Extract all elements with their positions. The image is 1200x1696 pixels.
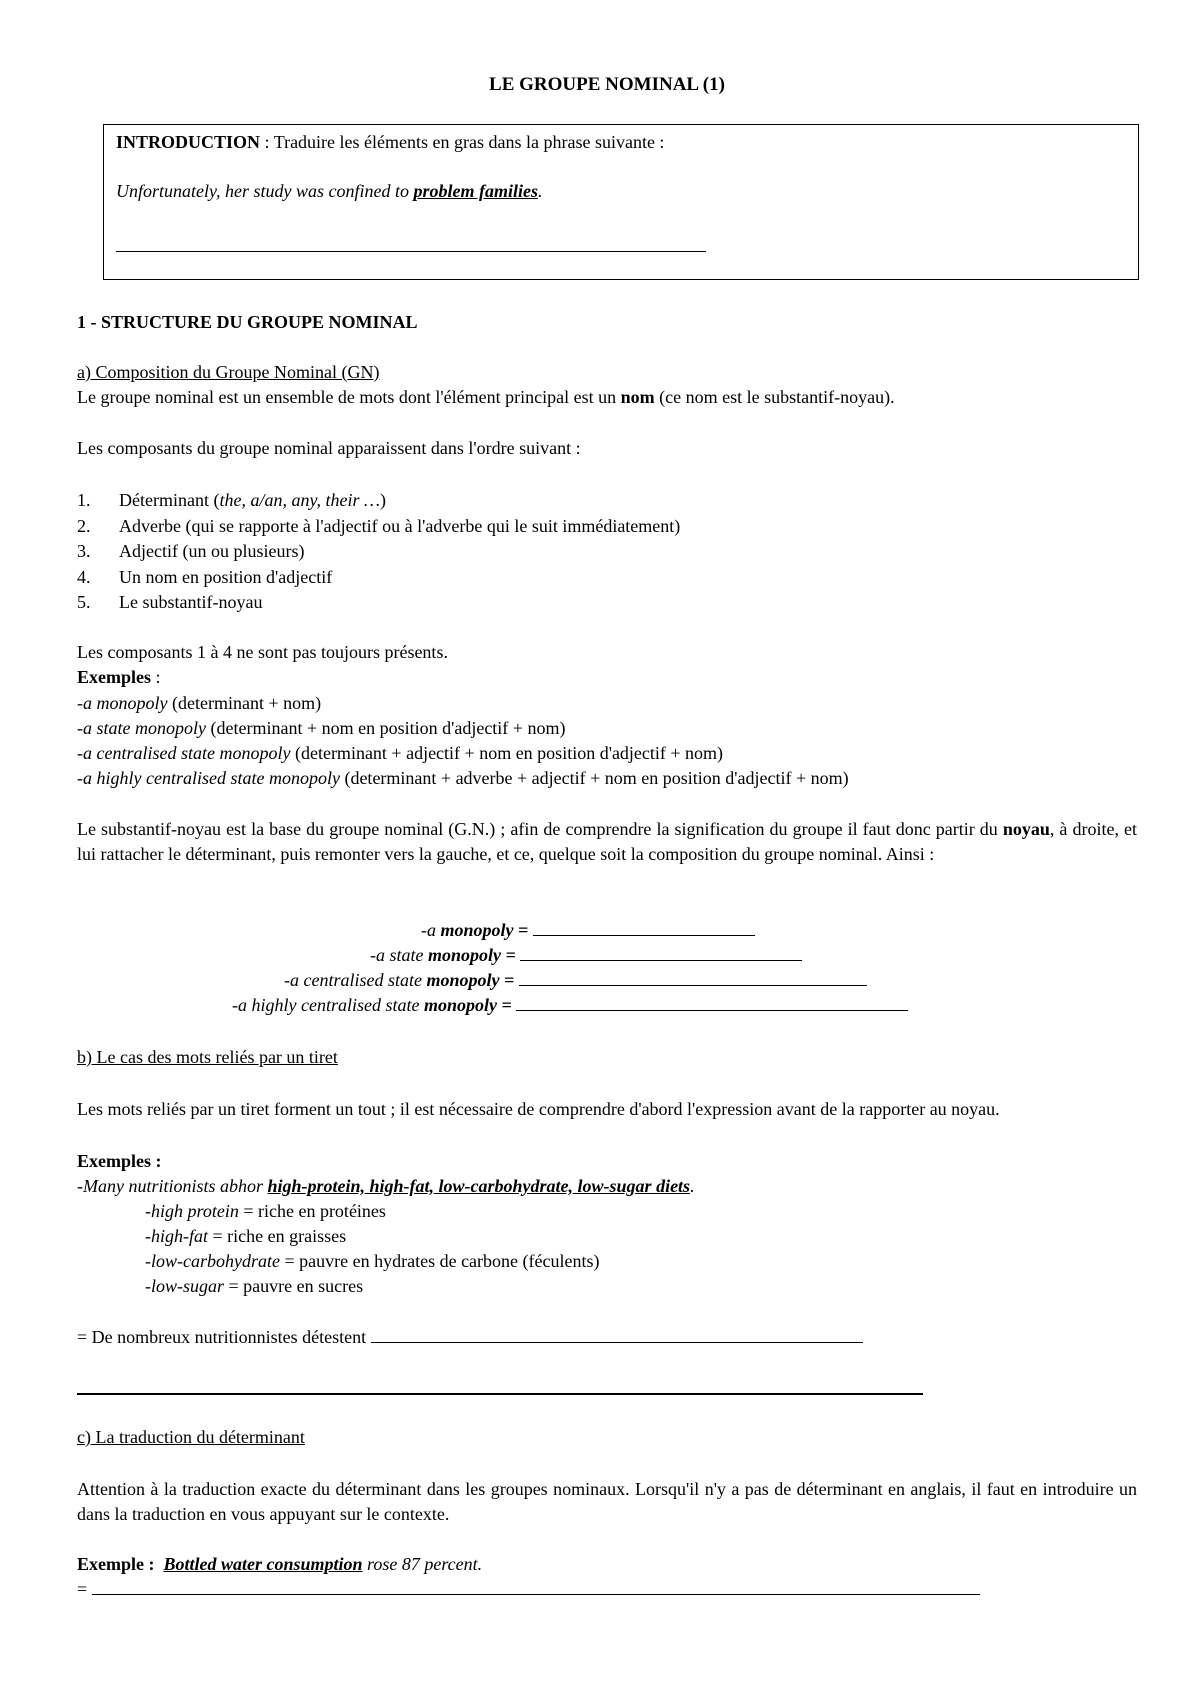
example-structure: (determinant + nom en position d'adjectif + nom) (205, 718, 566, 738)
list-item (77, 539, 680, 565)
section-a-heading: a) Composition du Groupe Nominal (GN) (77, 362, 380, 382)
exercise-text: -a (421, 920, 441, 940)
glossary-term: -high protein (145, 1201, 239, 1221)
exercise-equals: = (501, 945, 521, 965)
equals-sign: = (77, 1579, 92, 1599)
glossary-term: -low-carbohydrate (145, 1251, 280, 1271)
list-number: 1. (77, 490, 91, 510)
determiner-paragraph: Attention à la traduction exacte du déterminant dans les groupes nominaux. Lorsqu'il n'y a pas de déterminant en anglais, il faut en introduire un dans la traduction en vous appuyant sur le contexte. (77, 1479, 1137, 1524)
gn-definition (77, 385, 895, 410)
exercise-bold: monopoly (440, 920, 514, 940)
exercise-text: -a highly centralised state (232, 995, 424, 1015)
examples-label-text: Exemples (77, 667, 151, 687)
section-b-heading: b) Le cas des mots reliés par un tiret (77, 1047, 338, 1067)
gn-definition-start: Le groupe nominal est un ensemble de mots dont l'élément principal est un (77, 387, 621, 407)
translation-answer-line-2[interactable] (77, 1393, 923, 1395)
introduction-box (103, 124, 1139, 280)
exercise-line (421, 918, 755, 943)
translation-line (77, 1325, 863, 1350)
glossary-item (145, 1274, 363, 1299)
exercise-bold: monopoly (423, 995, 497, 1015)
list-item (77, 514, 680, 540)
exercise-line (232, 993, 908, 1018)
translation-start: = De nombreux nutritionnistes détestent (77, 1327, 371, 1347)
exercise-answer-line[interactable] (533, 935, 755, 936)
intro-sentence-bold: problem families (413, 181, 538, 201)
gn-definition-bold: nom (620, 387, 655, 407)
list-text: Adverbe (qui se rapporte à l'adjectif ou à l'adverbe qui le suit immédiatement) (119, 515, 681, 536)
example-english: -a state monopoly (77, 718, 206, 738)
exercise-equals: = (496, 995, 517, 1015)
glossary-term: -low-sugar (145, 1276, 225, 1296)
intro-sentence-end: . (537, 181, 543, 201)
examples-label (77, 665, 161, 690)
intro-sentence (116, 179, 1126, 204)
example-structure: (determinant + adjectif + nom en position d'adjectif + nom) (290, 743, 724, 763)
noyau-paragraph-end: , à droite, et lui rattacher le déterminant, puis remonter vers la gauche, et ce, quelque soit la composition du groupe nominal. Ainsi : (77, 819, 1137, 864)
hyphen-paragraph: Les mots reliés par un tiret forment un tout ; il est nécessaire de comprendre d'abord l'expression avant de la rapporter au noyau. (77, 1099, 1000, 1119)
list-item (77, 488, 680, 514)
glossary-def: = riche en graisses (208, 1226, 347, 1246)
example-line (77, 691, 321, 716)
list-number: 2. (77, 515, 91, 536)
list-text-italic: the, a/an, any, their … (219, 490, 380, 510)
exercise-bold: monopoly (428, 945, 502, 965)
glossary-item (145, 1199, 386, 1224)
exercise-bold: monopoly (426, 970, 500, 990)
list-number: 3. (77, 541, 91, 561)
hyphen-sentence-start: -Many nutritionists abhor (77, 1176, 268, 1196)
glossary-item (145, 1249, 599, 1274)
not-always-note: Les composants 1 à 4 ne sont pas toujours présents. (77, 642, 448, 662)
example-line (77, 766, 849, 791)
components-list (77, 488, 680, 616)
glossary-item (145, 1224, 346, 1249)
glossary-term: -high-fat (145, 1226, 208, 1246)
exercise-line (370, 943, 802, 968)
hyphen-sentence-end: . (690, 1176, 695, 1196)
example-english: -a highly centralised state monopoly (77, 768, 340, 788)
intro-label: INTRODUCTION (116, 132, 261, 152)
noyau-paragraph (77, 817, 1137, 867)
exercise-answer-line[interactable] (519, 985, 867, 986)
noyau-paragraph-start: Le substantif-noyau est la base du groupe nominal (G.N.) ; afin de comprendre la signification du groupe il faut donc partir du (77, 819, 1003, 839)
list-text: Adjectif (un ou plusieurs) (119, 541, 305, 561)
examples-label-b: Exemples : (77, 1151, 162, 1171)
translation-answer-line[interactable] (371, 1342, 863, 1343)
example-label: Exemple : (77, 1554, 155, 1574)
determiner-example (77, 1552, 482, 1577)
determiner-answer (77, 1577, 980, 1602)
example-line (77, 716, 565, 741)
hyphen-sentence-bold: high-protein, high-fat, low-carbohydrate, low-sugar diets (267, 1176, 691, 1196)
glossary-def: = pauvre en sucres (224, 1276, 364, 1296)
intro-instruction-text: : Traduire les éléments en gras dans la phrase suivante : (260, 132, 665, 152)
page-title: LE GROUPE NOMINAL (1) (489, 74, 725, 95)
examples-colon: : (151, 667, 161, 687)
list-text: Déterminant ( (119, 490, 220, 510)
glossary-def: = pauvre en hydrates de carbone (féculents) (279, 1251, 600, 1271)
example-line (77, 741, 723, 766)
example-structure: (determinant + adverbe + adjectif + nom en position d'adjectif + nom) (339, 768, 849, 788)
exercise-equals: = (499, 970, 519, 990)
exercise-answer-line[interactable] (520, 960, 802, 961)
exercise-text: -a state (370, 945, 428, 965)
example-english: -a monopoly (77, 693, 168, 713)
list-item (77, 590, 680, 616)
exercise-text: -a centralised state (284, 970, 427, 990)
glossary-def: = riche en protéines (238, 1201, 386, 1221)
exercise-line (284, 968, 867, 993)
example-rest: rose 87 percent. (362, 1554, 483, 1574)
section1-heading: 1 - STRUCTURE DU GROUPE NOMINAL (77, 312, 418, 332)
intro-sentence-start: Unfortunately, her study was confined to (116, 181, 414, 201)
exercise-answer-line[interactable] (516, 1010, 908, 1011)
section-c-heading: c) La traduction du déterminant (77, 1427, 305, 1447)
hyphen-example-sentence (77, 1174, 695, 1199)
intro-instruction (116, 130, 1126, 155)
list-text: Le substantif-noyau (119, 592, 263, 612)
list-number: 4. (77, 566, 91, 587)
intro-answer-line[interactable] (116, 251, 706, 252)
list-number: 5. (77, 592, 91, 612)
exercise-equals: = (513, 920, 533, 940)
determiner-answer-line[interactable] (92, 1594, 980, 1595)
noyau-paragraph-bold: noyau (1002, 819, 1050, 839)
gn-definition-end: (ce nom est le substantif-noyau). (654, 387, 895, 407)
example-structure: (determinant + nom) (167, 693, 322, 713)
example-bold: Bottled water consumption (163, 1554, 363, 1574)
list-text-end: ) (379, 490, 386, 510)
example-english: -a centralised state monopoly (77, 743, 291, 763)
list-item (77, 565, 680, 591)
order-intro: Les composants du groupe nominal apparaissent dans l'ordre suivant : (77, 438, 581, 458)
list-text: Un nom en position d'adjectif (119, 566, 333, 587)
